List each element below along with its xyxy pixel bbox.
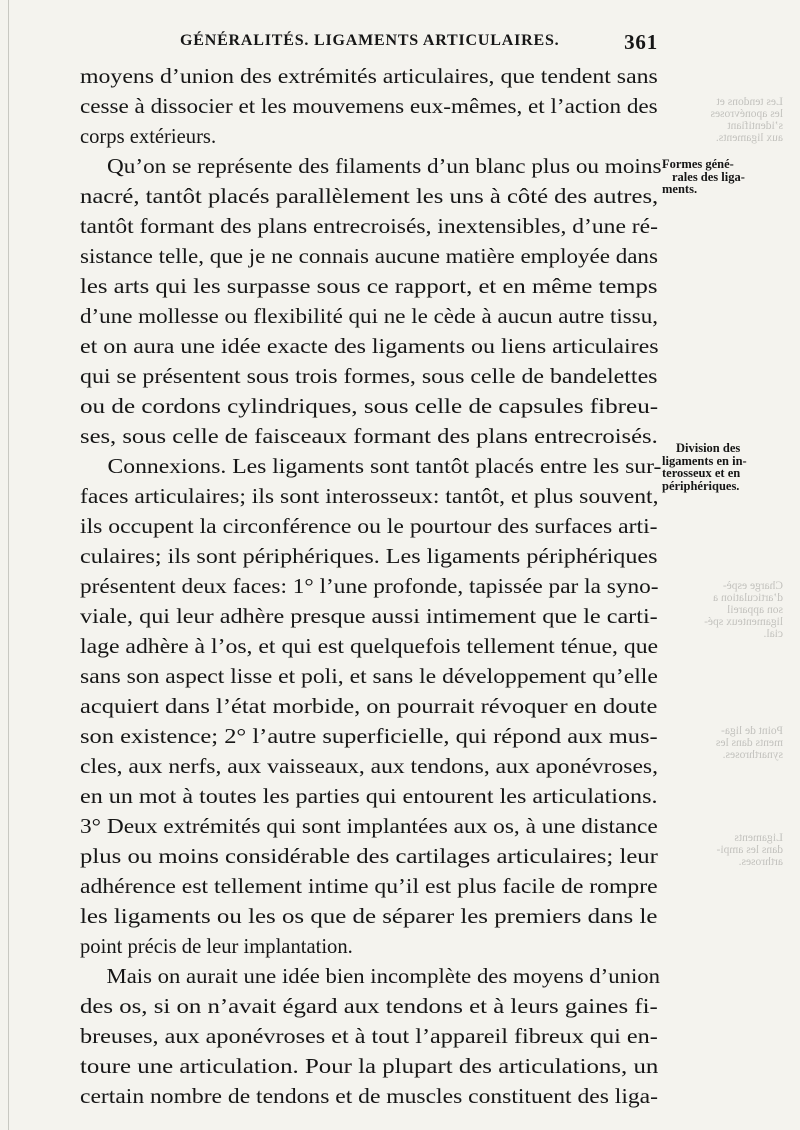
text-line: breuses, aux aponévroses et à tout l’appareil fibreux qui en- <box>80 1026 658 1048</box>
text-line: son existence; 2° l’autre superficielle, qui répond aux mus- <box>80 726 658 748</box>
bleed-through-note <box>668 96 783 144</box>
page-header <box>180 30 660 58</box>
text-line: 3° Deux extrémités qui sont implantées aux os, à une distance <box>80 816 658 838</box>
bleed-through-note <box>668 725 783 761</box>
text-line: Qu’on se représente des filaments d’un blanc plus ou moins <box>107 156 662 178</box>
margin-note-line: Division des <box>676 441 741 455</box>
bleed-through-line: Charge espè- <box>722 580 783 592</box>
text-line: nacré, tantôt placés parallèlement les uns à côté des autres, <box>80 186 659 208</box>
text-line: toure une articulation. Pour la plupart des articulations, un <box>80 1056 659 1078</box>
page-edge-shadow <box>8 0 9 1130</box>
bleed-through-line: Ligaments <box>734 832 783 844</box>
text-line: cles, aux nerfs, aux vaisseaux, aux tendons, aux aponévroses, <box>80 756 658 778</box>
text-line: d’une mollesse ou flexibilité qui ne le cède à aucun autre tissu, <box>80 306 658 328</box>
text-line: Connexions. Les ligaments sont tantôt placés entre les sur- <box>107 456 662 478</box>
text-line: faces articulaires; ils sont interosseux: tantôt, et plus souvent, <box>80 486 659 508</box>
bleed-through-line: Point de liga- <box>721 725 783 737</box>
bleed-through-line: aux ligaments. <box>715 132 783 144</box>
bleed-through-note <box>668 580 783 640</box>
bleed-through-line: cial. <box>763 628 783 640</box>
text-line: et on aura une idée exacte des ligaments ou liens articulaires <box>80 336 659 358</box>
text-line: sans son aspect lisse et poli, et sans le développement qu’elle <box>80 666 658 688</box>
bleed-through-line: ligamenteux spé- <box>704 616 783 628</box>
text-line: corps extérieurs. <box>80 126 217 148</box>
text-line: en un mot à toutes les parties qui entourent les articulations. <box>80 786 658 808</box>
text-line: tantôt formant des plans entrecroisés, inextensibles, d’une ré- <box>80 216 658 238</box>
text-line: point précis de leur implantation. <box>80 936 353 958</box>
bleed-through-line: dans les ampi- <box>716 844 783 856</box>
text-line: moyens d’union des extrémités articulaires, que tendent sans <box>80 66 658 88</box>
text-line: lage adhère à l’os, et qui est quelquefois tellement ténue, que <box>80 636 659 658</box>
text-line: acquiert dans l’état morbide, on pourrait révoquer en doute <box>80 696 658 718</box>
margin-note-division <box>662 442 772 492</box>
page-number: 361 <box>624 30 658 54</box>
margin-note-line: ligaments en in- <box>662 453 747 468</box>
text-line: qui se présentent sous trois formes, sous celle de bandelettes <box>80 366 658 388</box>
margin-note-line: rales des liga- <box>672 169 745 184</box>
text-line: adhérence est tellement intime qu’il est plus facile de rompre <box>80 876 658 898</box>
bleed-through-line: s’identifiant <box>727 120 783 132</box>
bleed-through-line: d’articulation a <box>713 592 783 604</box>
bleed-through-line: arthroses. <box>738 856 783 868</box>
text-line: cesse à dissocier et les mouvemens eux-mêmes, et l’action des <box>80 96 658 118</box>
text-line: des os, si on n’avait égard aux tendons et à leurs gaines fi- <box>80 996 658 1018</box>
margin-note-line: terosseux et en <box>662 466 741 480</box>
bleed-through-line: synarthroses. <box>722 749 783 761</box>
bleed-through-line: son appareil <box>727 604 783 616</box>
margin-note-formes <box>662 158 772 196</box>
bleed-through-line: ments dans les <box>715 737 783 749</box>
margin-note-line: périphériques. <box>662 478 740 493</box>
text-line: présentent deux faces: 1° l’une profonde, tapissée par la syno- <box>80 576 659 598</box>
text-line: ses, sous celle de faisceaux formant des plans entrecroisés. <box>80 426 658 448</box>
text-line: Mais on aurait une idée bien incomplète des moyens d’union <box>106 966 661 988</box>
text-line: plus ou moins considérable des cartilages articulaires; leur <box>80 846 658 868</box>
bleed-through-note <box>668 832 783 868</box>
bleed-through-line: les aponévroses <box>710 108 783 120</box>
text-line: ou de cordons cylindriques, sous celle de capsules fibreu- <box>80 396 659 418</box>
running-title: GÉNÉRALITÉS. LIGAMENTS ARTICULAIRES. <box>180 32 560 49</box>
text-line: les ligaments ou les os que de séparer les premiers dans le <box>80 906 658 928</box>
text-line: les arts qui les surpasse sous ce rapport, et en même temps <box>80 276 658 298</box>
text-line: sistance telle, que je ne connais aucune matière employée dans <box>80 246 658 268</box>
text-line: viale, qui leur adhère presque aussi intimement que le carti- <box>80 606 658 628</box>
text-line: ils occupent la circonférence ou le pourtour des surfaces arti- <box>80 516 658 538</box>
bleed-through-line: Les tendons et <box>716 96 783 108</box>
text-line: culaires; ils sont périphériques. Les ligaments périphériques <box>80 546 658 568</box>
margin-note-line: Formes géné- <box>662 157 734 171</box>
text-line: certain nombre de tendons et de muscles constituent des liga- <box>80 1086 658 1108</box>
margin-note-line: ments. <box>662 182 698 196</box>
